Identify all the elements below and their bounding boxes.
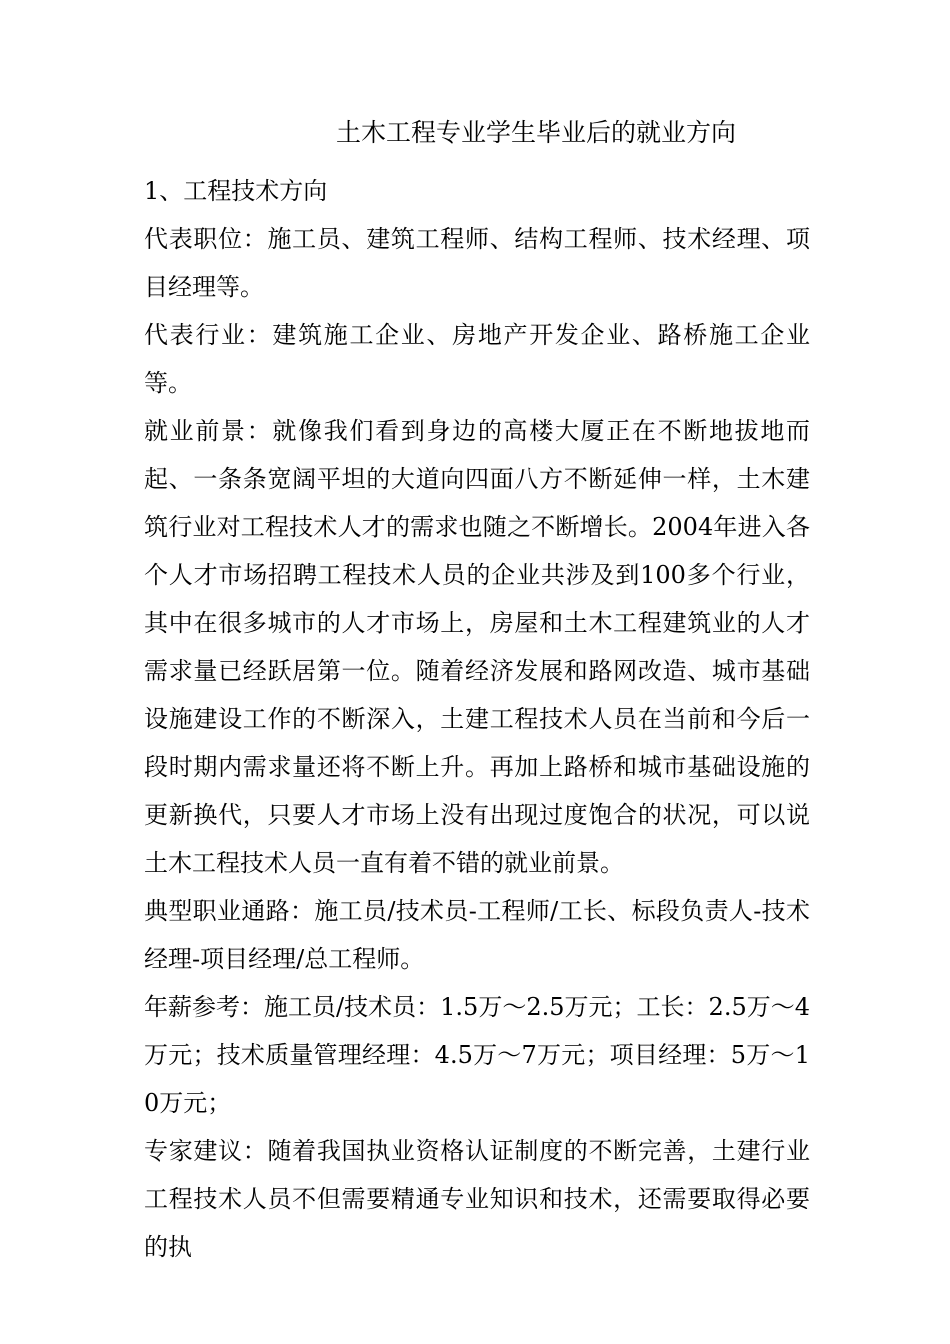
paragraph-salary-reference: 年薪参考：施工员/技术员：1.5万～2.5万元；工长：2.5万～4万元；技术质量管理经理：4.5万～7万元；项目经理：5万～10万元；	[144, 993, 810, 1117]
paragraph-expert-advice: 专家建议：随着我国执业资格认证制度的不断完善，土建行业工程技术人员不但需要精通专业知识和技术，还需要取得必要的执	[144, 1137, 810, 1261]
section-heading-engineering-tech: 1、工程技术方向	[144, 177, 328, 205]
paragraph-representative-positions: 代表职位：施工员、建筑工程师、结构工程师、技术经理、项目经理等。	[144, 225, 810, 301]
document-title: 土木工程专业学生毕业后的就业方向	[336, 118, 737, 147]
paragraph-career-path: 典型职业通路：施工员/技术员-工程师/工长、标段负责人-技术经理-项目经理/总工程师。	[144, 897, 810, 973]
document-body	[144, 167, 810, 1271]
paragraph-representative-industries: 代表行业：建筑施工企业、房地产开发企业、路桥施工企业等。	[144, 321, 810, 397]
paragraph-employment-prospects: 就业前景：就像我们看到身边的高楼大厦正在不断地拔地而起、一条条宽阔平坦的大道向四面八方不断延伸一样，土木建筑行业对工程技术人才的需求也随之不断增长。2004年进入各个人才市场招聘工程技术人员的企业共涉及到100多个行业，其中在很多城市的人才市场上，房屋和土木工程建筑业的人才需求量已经跃居第一位。随着经济发展和路网改造、城市基础设施建设工作的不断深入，土建工程技术人员在当前和今后一段时期内需求量还将不断上升。再加上路桥和城市基础设施的更新换代，只要人才市场上没有出现过度饱合的状况，可以说土木工程技术人员一直有着不错的就业前景。	[144, 417, 810, 877]
